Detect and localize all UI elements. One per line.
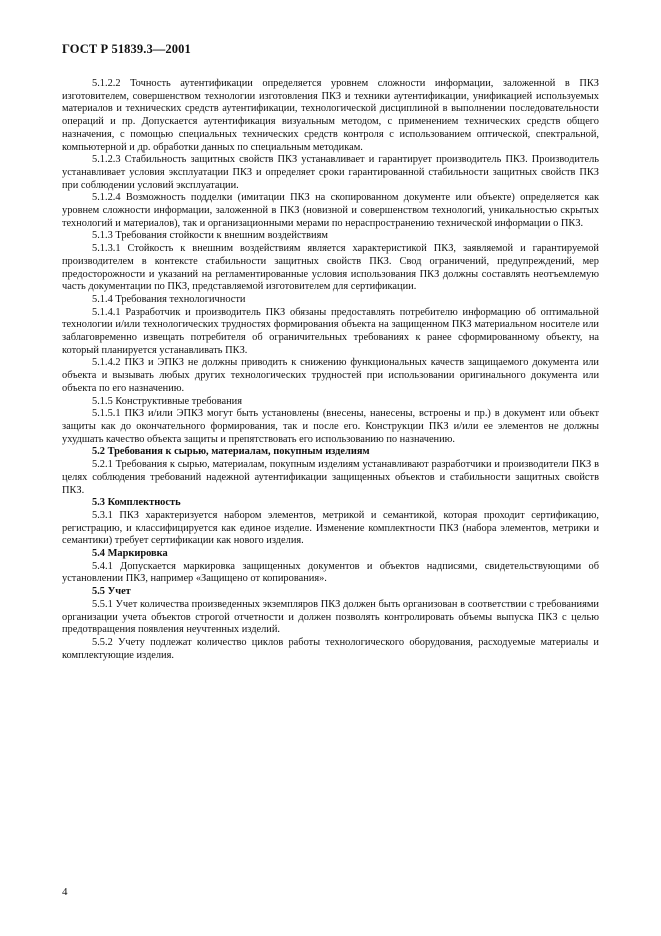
section-heading-5-5: 5.5 Учет (92, 586, 131, 598)
paragraph-5-2-1: 5.2.1 Требования к сырью, материалам, покупным изделиям устанавливают разработчики и производители ПКЗ в целях соблюдения требований надежной аутентификации защищенных объектов и стабильности защитных свойств ПКЗ. (62, 459, 599, 496)
page-number: 4 (62, 886, 68, 898)
paragraph-5-4-1: 5.4.1 Допускается маркировка защищенных документов и объектов надписями, свидетельствующими об установлении ПКЗ, например «Защищено от копирования». (62, 560, 599, 585)
paragraph-5-1-2-3: 5.1.2.3 Стабильность защитных свойств ПКЗ устанавливает и гарантирует производитель ПКЗ. Производитель устанавливает условия эксплуатации ПКЗ и определяет сроки гарантированной стабильности защитных свойств ПКЗ при соблюдении условий эксплуатации. (62, 154, 599, 191)
paragraph-5-1-4-1: 5.1.4.1 Разработчик и производитель ПКЗ обязаны предоставлять потребителю информацию об оптимальной технологии и/или технологических трудностях формирования объекта на защищенном ПКЗ материальном носителе или заблаговременно извещать потребителя об ограничительных требованиях к ранее сформированному объекту, на который планируется устанавливать ПКЗ. (62, 306, 599, 356)
paragraph-5-3-1: 5.3.1 ПКЗ характеризуется набором элементов, метрикой и семантикой, которая проходит сертификацию, регистрацию, и классифицируется как единое изделие. Изменение комплектности ПКЗ (набора элементов, метрики и семантики) требует сертификации как нового изделия. (62, 509, 599, 547)
subsection-heading-5-1-4: 5.1.4 Требования технологичности (92, 293, 246, 305)
section-heading-5-4: 5.4 Маркировка (92, 548, 168, 560)
section-heading-5-2: 5.2 Требования к сырью, материалам, покупным изделиям (92, 446, 370, 458)
paragraph-5-1-3-1: 5.1.3.1 Стойкость к внешним воздействиям является характеристикой ПКЗ, заявляемой и гарантируемой производителем в контексте стабильности защитных свойств ПКЗ. Свод ограничений, предупреждений, мер предосторожности и указаний на регламентированные условия использования ПКЗ должны составлять неотъемлемую часть документации по ПКЗ, представляемой изготовителем для сертификации. (62, 243, 599, 293)
subsection-heading-5-1-5: 5.1.5 Конструктивные требования (92, 395, 242, 407)
paragraph-5-5-1: 5.5.1 Учет количества произведенных экземпляров ПКЗ должен быть организован в соответствии с требованиями организации учета объектов строгой отчетности и должен позволять контролировать объемы выпуска ПКЗ с целью предотвращения появления неучтенных изделий. (62, 598, 599, 636)
document-body (62, 78, 599, 662)
paragraph-5-5-2: 5.5.2 Учету подлежат количество циклов работы технологического оборудования, расходуемые материалы и комплектующие изделия. (62, 636, 599, 661)
paragraph-5-1-2-2: 5.1.2.2 Точность аутентификации определяется уровнем сложности информации, заложенной в ПКЗ изготовителем, совершенством технологии изготовления ПКЗ и техники аутентификации, унификацией используемых материалов и технических средств аутентификации, технологической дисциплиной в выполнении последовательности операций и пр. Допускается аутентификация визуальным методом, с применением технических средств общего назначения, с помощью специальных технических средств контроля с использованием оптической, спектральной, компьютерной и др. обработки данных по специальным методикам. (62, 78, 599, 153)
paragraph-5-1-5-1: 5.1.5.1 ПКЗ и/или ЭПКЗ могут быть установлены (внесены, нанесены, встроены и пр.) в документ или объект защиты как до окончательного формирования, так и после его. Конструкции ПКЗ и/или ее элементов не должны ухудшать качество объекта защиты и препятствовать его использованию по назначению. (62, 408, 599, 445)
section-heading-5-3: 5.3 Комплектность (92, 497, 181, 509)
subsection-heading-5-1-3: 5.1.3 Требования стойкости к внешним воздействиям (92, 230, 328, 242)
paragraph-5-1-2-4: 5.1.2.4 Возможность подделки (имитации ПКЗ на скопированном документе или объекте) определяется как уровнем сложности информации, заложенной в ПКЗ (новизной и совершенством технологий, уникальностью скрытых технологий и материалов), так и организационными мерами по нераспространению технической информации о ПКЗ. (62, 192, 599, 229)
paragraph-5-1-4-2: 5.1.4.2 ПКЗ и ЭПКЗ не должны приводить к снижению функциональных качеств защищаемого документа или объекта и вызывать любых других технологических трудностей при использовании оригинального документа или объекта по его назначению. (62, 357, 599, 394)
standard-header: ГОСТ Р 51839.3—2001 (62, 42, 191, 56)
